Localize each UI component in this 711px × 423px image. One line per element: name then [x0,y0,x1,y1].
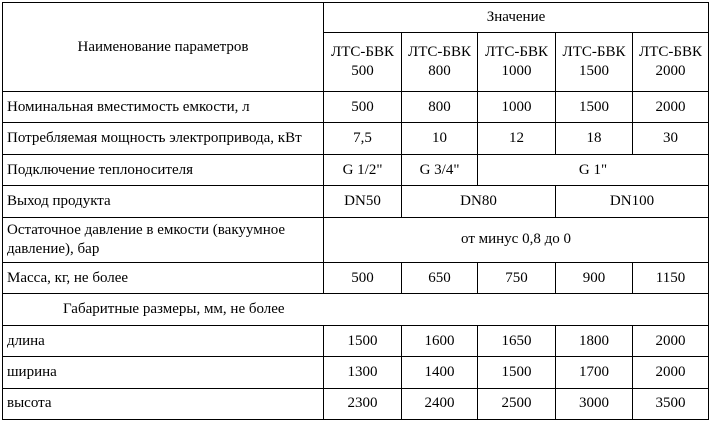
cell-value: 10 [402,123,478,154]
cell-value: 750 [478,263,556,294]
cell-value: DN50 [324,186,402,217]
cell-value: DN80 [402,186,556,217]
table-row-length [3,325,709,356]
cell-value: 1000 [478,92,556,123]
model-name: ЛТС-БВК [562,44,626,61]
cell-value: 2000 [633,92,709,123]
cell-value: 1800 [556,325,633,356]
table-row-power [3,123,709,154]
cell-value: 1700 [556,357,633,388]
model-name: ЛТС-БВК [331,44,394,61]
param-name-header-text: Наименование параметров [77,38,249,55]
row-label: Остаточное давление в емкости (вакуумное давление), бар [3,217,324,263]
header-row-top [3,3,709,33]
param-name-header [3,3,324,92]
cell-value: 30 [633,123,709,154]
table-row-width [3,357,709,388]
model-size: 800 [428,63,451,80]
model-size: 1000 [501,63,532,80]
cell-value: 500 [324,263,402,294]
cell-value: 1500 [324,325,402,356]
value-header: Значение [324,3,709,33]
row-label: ширина [3,357,324,388]
model-header [402,33,478,92]
cell-value: 800 [402,92,478,123]
cell-value: 12 [478,123,556,154]
row-label: Масса, кг, не более [3,263,324,294]
cell-value: 2000 [633,357,709,388]
row-label: Потребляемая мощность электропривода, кВт [3,123,324,154]
cell-value: 2000 [633,325,709,356]
cell-value: 1600 [402,325,478,356]
cell-value: 2500 [478,388,556,419]
cell-value: от минус 0,8 до 0 [324,217,709,263]
cell-value: 500 [324,92,402,123]
cell-value: 7,5 [324,123,402,154]
row-label: высота [3,388,324,419]
cell-value: G 1" [478,154,709,185]
row-label: Выход продукта [3,186,324,217]
model-size: 2000 [655,63,686,80]
table-row-volume [3,92,709,123]
section-label: Габаритные размеры, мм, не более [3,294,709,325]
row-label: длина [3,325,324,356]
model-name: ЛТС-БВК [485,44,548,61]
model-size: 500 [351,63,374,80]
cell-value: 650 [402,263,478,294]
table-row-outlet [3,186,709,217]
cell-value: 1500 [556,92,633,123]
cell-value: G 3/4" [402,154,478,185]
cell-value: DN100 [556,186,709,217]
model-name: ЛТС-БВК [639,44,702,61]
model-name: ЛТС-БВК [408,44,471,61]
cell-value: 900 [556,263,633,294]
row-label: Подключение теплоносителя [3,154,324,185]
model-size: 1500 [579,63,609,80]
cell-value: 2400 [402,388,478,419]
model-header [633,33,709,92]
model-header [324,33,402,92]
parameters-table [2,2,709,420]
table-row-coolant [3,154,709,185]
cell-value: 3000 [556,388,633,419]
cell-value: 1400 [402,357,478,388]
cell-value: 18 [556,123,633,154]
model-header [478,33,556,92]
row-label: Номинальная вместимость емкости, л [3,92,324,123]
cell-value: 1500 [478,357,556,388]
cell-value: G 1/2" [324,154,402,185]
cell-value: 1300 [324,357,402,388]
table-row-height [3,388,709,419]
model-header [556,33,633,92]
table-row-pressure [3,217,709,263]
table-row-mass [3,263,709,294]
section-row-dimensions [3,294,709,325]
cell-value: 3500 [633,388,709,419]
cell-value: 1650 [478,325,556,356]
cell-value: 2300 [324,388,402,419]
cell-value: 1150 [633,263,709,294]
